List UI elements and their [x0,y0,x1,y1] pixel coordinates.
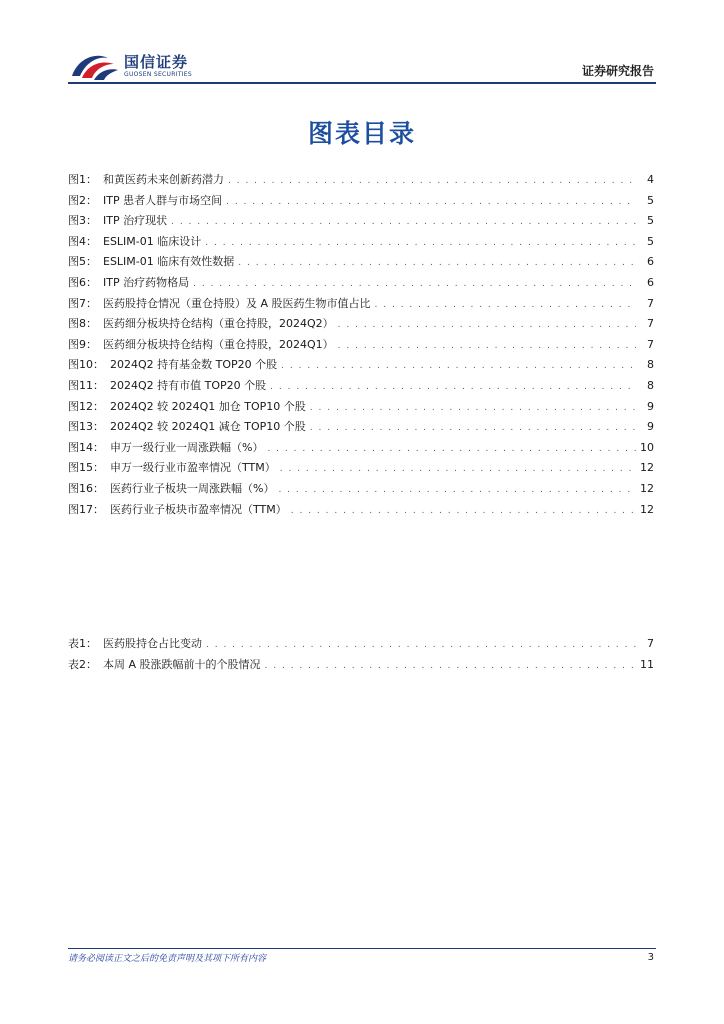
toc-entry-page: 11 [640,657,654,671]
toc-leader-dots [193,274,636,295]
toc-entry-page: 9 [647,420,654,434]
toc-leader-dots [171,212,636,233]
toc-figure-entry[interactable] [68,252,656,273]
toc-leader-dots [310,398,636,419]
toc-entry-title: 申万一级行业一周涨跌幅（%） [110,440,264,454]
toc-entry-title: ITP 患者人群与市场空间 [103,193,223,207]
toc-entry-label: 图6： [68,275,97,289]
guosen-logo [68,50,192,82]
logo-english-name: GUOSEN SECURITIES [124,70,193,78]
toc-entry-label: 图9： [68,337,97,351]
toc-leader-dots [267,439,636,460]
footer-divider [68,948,656,949]
disclaimer: 请务必阅读正文之后的免责声明及其项下所有内容 [68,954,267,964]
toc-entry-page: 7 [647,317,654,331]
toc-entry-label: 图7： [68,296,97,310]
toc-entry-label: 图4： [68,234,97,248]
table-list [68,634,656,675]
toc-leader-dots [265,656,636,677]
toc-leader-dots [270,377,636,398]
toc-entry-page: 7 [647,337,654,351]
toc-leader-dots [228,171,636,192]
toc-figure-entry[interactable] [68,191,656,212]
toc-entry-page: 8 [647,378,654,392]
toc-entry-title: 2024Q2 较 2024Q1 加仓 TOP10 个股 [110,399,306,413]
toc-entry-page: 12 [640,461,654,475]
toc-entry-label: 图8： [68,317,97,331]
logo-chinese-name: 国信证券 [124,52,189,71]
toc-entry-page: 12 [640,502,654,516]
toc-leader-dots [280,459,636,480]
toc-entry-title: 本周 A 股涨跌幅前十的个股情况 [103,657,261,671]
toc-figure-entry[interactable] [68,314,656,335]
toc-entry-page: 4 [647,173,654,186]
toc-figure-entry[interactable] [68,335,656,356]
toc-entry-title: 医药细分板块持仓结构（重仓持股，2024Q2） [103,317,334,331]
toc-entry-title: ITP 治疗现状 [103,214,168,228]
toc-leader-dots [291,501,636,522]
toc-entry-title: 医药细分板块持仓结构（重仓持股，2024Q1） [103,337,334,351]
toc-leader-dots [338,336,636,357]
figure-list [68,170,656,520]
toc-entry-label: 图5： [68,255,97,269]
toc-entry-title: 2024Q2 持有基金数 TOP20 个股 [110,358,278,372]
toc-entry-title: 2024Q2 持有市值 TOP20 个股 [110,378,267,392]
toc-entry-title: 医药行业子板块市盈率情况（TTM） [110,502,287,516]
toc-figure-entry[interactable] [68,479,656,500]
toc-entry-label: 图13： [68,420,104,434]
toc-entry-label: 图11： [68,378,104,392]
report-type: 证券研究报告 [581,64,654,78]
toc-entry-label: 图12： [68,399,104,413]
toc-table-entry[interactable] [68,655,656,676]
toc-figure-entry[interactable] [68,294,656,315]
toc-leader-dots [205,233,636,254]
toc-entry-title: 2024Q2 较 2024Q1 减仓 TOP10 个股 [110,420,306,434]
toc-leader-dots [206,635,636,656]
toc-entry-title: 医药股持仓占比变动 [103,637,202,650]
toc-entry-page: 7 [647,296,654,310]
toc-entry-title: 申万一级行业市盈率情况（TTM） [110,461,276,475]
toc-entry-page: 5 [647,193,654,207]
toc-entry-title: ITP 治疗药物格局 [103,275,190,289]
toc-entry-label: 图10： [68,358,104,372]
toc-leader-dots [338,315,636,336]
toc-entry-label: 图17： [68,502,104,516]
toc-figure-entry[interactable] [68,438,656,459]
toc-figure-entry[interactable] [68,500,656,521]
toc-entry-page: 7 [647,637,654,650]
page-title: 图表目录 [307,119,416,148]
toc-leader-dots [281,356,636,377]
toc-figure-entry[interactable] [68,232,656,253]
toc-entry-page: 10 [640,440,654,454]
toc-leader-dots [226,192,636,213]
toc-entry-label: 图2： [68,193,97,207]
toc-entry-label: 表2： [68,657,97,671]
toc-figure-entry[interactable] [68,417,656,438]
toc-leader-dots [278,480,636,501]
toc-leader-dots [310,418,636,439]
toc-figure-entry[interactable] [68,458,656,479]
toc-entry-label: 图3： [68,214,97,228]
toc-entry-label: 表1： [68,637,97,650]
toc-leader-dots [238,253,636,274]
toc-entry-label: 图1： [68,173,97,186]
toc-figure-entry[interactable] [68,211,656,232]
toc-entry-page: 9 [647,399,654,413]
toc-table-entry[interactable] [68,634,656,655]
toc-entry-page: 8 [647,358,654,372]
toc-figure-entry[interactable] [68,397,656,418]
page-header [68,50,656,86]
toc-entry-title: ESLIM-01 临床设计 [103,234,202,248]
toc-entry-title: 和黄医药未来创新药潜力 [103,173,224,186]
toc-entry-page: 12 [640,481,654,495]
toc-entry-label: 图16： [68,481,104,495]
toc-entry-page: 6 [647,255,654,269]
toc-entry-page: 6 [647,275,654,289]
toc-figure-entry[interactable] [68,170,656,191]
toc-entry-title: 医药股持仓情况（重仓持股）及 A 股医药生物市值占比 [103,296,371,310]
toc-entry-page: 5 [647,234,654,248]
toc-figure-entry[interactable] [68,273,656,294]
page-number: 3 [647,952,654,963]
toc-figure-entry[interactable] [68,355,656,376]
toc-entry-label: 图14： [68,440,104,454]
header-divider [68,82,656,84]
toc-entry-title: 医药行业子板块一周涨跌幅（%） [110,481,275,495]
guosen-logo-icon [68,50,120,82]
toc-entry-label: 图15： [68,461,104,475]
toc-figure-entry[interactable] [68,376,656,397]
toc-entry-page: 5 [647,214,654,228]
toc-leader-dots [375,295,636,316]
toc-entry-title: ESLIM-01 临床有效性数据 [103,255,235,269]
